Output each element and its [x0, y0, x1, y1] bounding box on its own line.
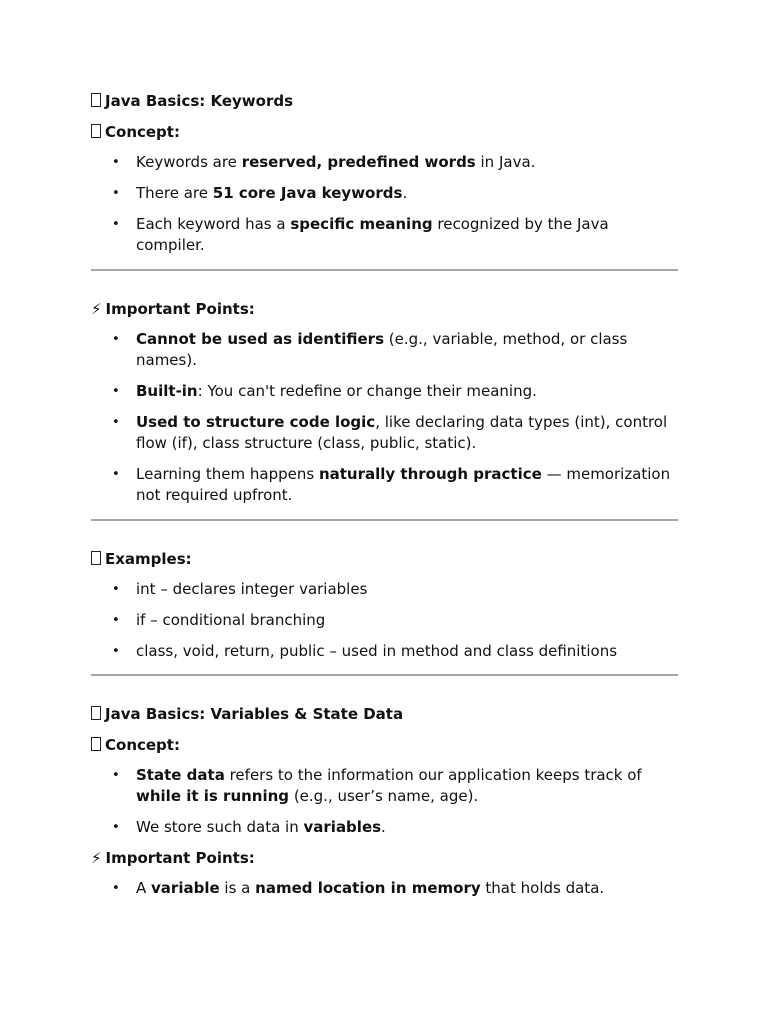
variables-title: Java Basics: Variables & State Data	[105, 705, 404, 723]
variables-heading	[91, 704, 678, 724]
examples-heading	[91, 549, 678, 569]
keywords-heading	[91, 91, 678, 111]
lightning-icon: ⚡	[91, 300, 102, 318]
lightbulb-icon	[91, 737, 101, 751]
list-item: • if – conditional branching	[136, 610, 678, 631]
list-item: • Built-in: You can't redefine or change their meaning.	[136, 381, 678, 402]
list-item: • Each keyword has a specific meaning recognized by the Java compiler.	[136, 214, 678, 256]
document-page	[91, 90, 678, 899]
important-points-list-1	[91, 329, 678, 506]
list-item: • State data refers to the information our application keeps track of while it is running (e.g., user’s name, age).	[136, 765, 678, 807]
divider	[91, 519, 678, 521]
important-points-title-1: Important Points:	[105, 300, 255, 318]
concept-list-2	[91, 765, 678, 838]
list-item: • A variable is a named location in memory that holds data.	[136, 878, 678, 899]
list-item: • int – declares integer variables	[136, 579, 678, 600]
lightning-icon: ⚡	[91, 849, 102, 867]
list-item: • We store such data in variables.	[136, 817, 678, 838]
list-item: • Keywords are reserved, predefined words in Java.	[136, 152, 678, 173]
concept-heading-2	[91, 735, 678, 755]
important-points-list-2	[91, 878, 678, 899]
important-points-heading-2	[91, 848, 678, 868]
concept-title-1: Concept:	[105, 123, 180, 141]
pin-icon	[91, 551, 101, 565]
concept-list-1	[91, 152, 678, 256]
important-points-title-2: Important Points:	[105, 849, 255, 867]
examples-title: Examples:	[105, 550, 192, 568]
book-icon	[91, 93, 101, 107]
important-points-heading-1	[91, 299, 678, 319]
list-item: • Cannot be used as identifiers (e.g., variable, method, or class names).	[136, 329, 678, 371]
list-item: • There are 51 core Java keywords.	[136, 183, 678, 204]
divider	[91, 674, 678, 676]
book-icon	[91, 706, 101, 720]
list-item: • class, void, return, public – used in method and class definitions	[136, 641, 678, 662]
lightbulb-icon	[91, 124, 101, 138]
concept-title-2: Concept:	[105, 736, 180, 754]
list-item: • Used to structure code logic, like declaring data types (int), control flow (if), class structure (class, public, static).	[136, 412, 678, 454]
keywords-title: Java Basics: Keywords	[105, 92, 294, 110]
examples-list	[91, 579, 678, 662]
concept-heading-1	[91, 122, 678, 142]
divider	[91, 269, 678, 271]
list-item: • Learning them happens naturally through practice — memorization not required upfront.	[136, 464, 678, 506]
